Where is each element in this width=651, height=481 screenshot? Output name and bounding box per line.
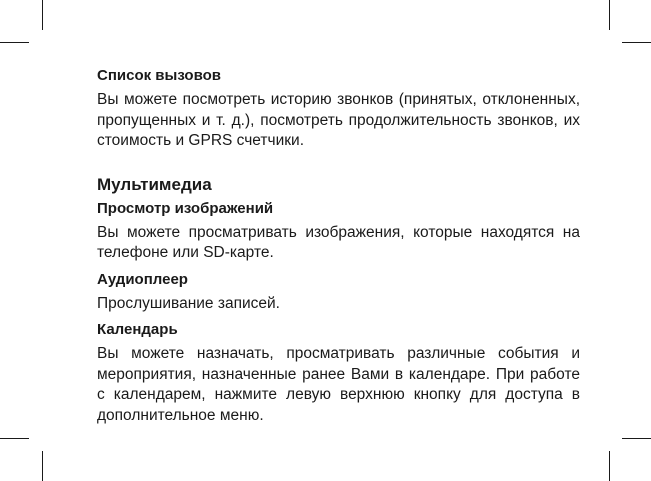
section-calendar xyxy=(97,320,580,426)
crop-mark-bottom-left-horizontal xyxy=(0,438,29,439)
crop-mark-top-left-horizontal xyxy=(0,42,29,43)
crop-mark-bottom-left-vertical xyxy=(42,451,43,481)
section-text: Прослушивание записей. xyxy=(97,294,280,312)
section-text: Вы можете посмотреть историю звонков (принятых, отклоненных, пропущенных и т. д.), посмотреть продолжительность звонков, их стоимость и GPRS счетчики. xyxy=(97,91,580,149)
section-subtitle: Календарь xyxy=(97,321,178,338)
page-content xyxy=(97,66,580,426)
section-call-log xyxy=(97,66,580,152)
section-subtitle: Просмотр изображений xyxy=(97,199,274,217)
crop-mark-top-right-horizontal xyxy=(622,42,651,43)
crop-mark-top-left-vertical xyxy=(42,0,43,30)
crop-mark-top-right-vertical xyxy=(609,0,610,30)
section-subtitle: Аудиоплеер xyxy=(97,270,188,288)
section-text: Вы можете назначать, просматривать различные события и мероприятия, назначенные ранее Вами в календаре. При работе с календарем, нажмите левую верхнюю кнопку для доступа в дополнительное меню. xyxy=(97,345,580,424)
crop-mark-bottom-right-vertical xyxy=(609,451,610,481)
section-text: Вы можете просматривать изображения, которые находятся на телефоне или SD-карте. xyxy=(97,223,580,261)
section-subtitle: Список вызовов xyxy=(97,67,221,84)
chapter-title: Мультимедиа xyxy=(97,174,212,194)
section-image-viewer xyxy=(97,199,580,264)
section-audio-player xyxy=(97,270,580,315)
crop-mark-bottom-right-horizontal xyxy=(622,438,651,439)
